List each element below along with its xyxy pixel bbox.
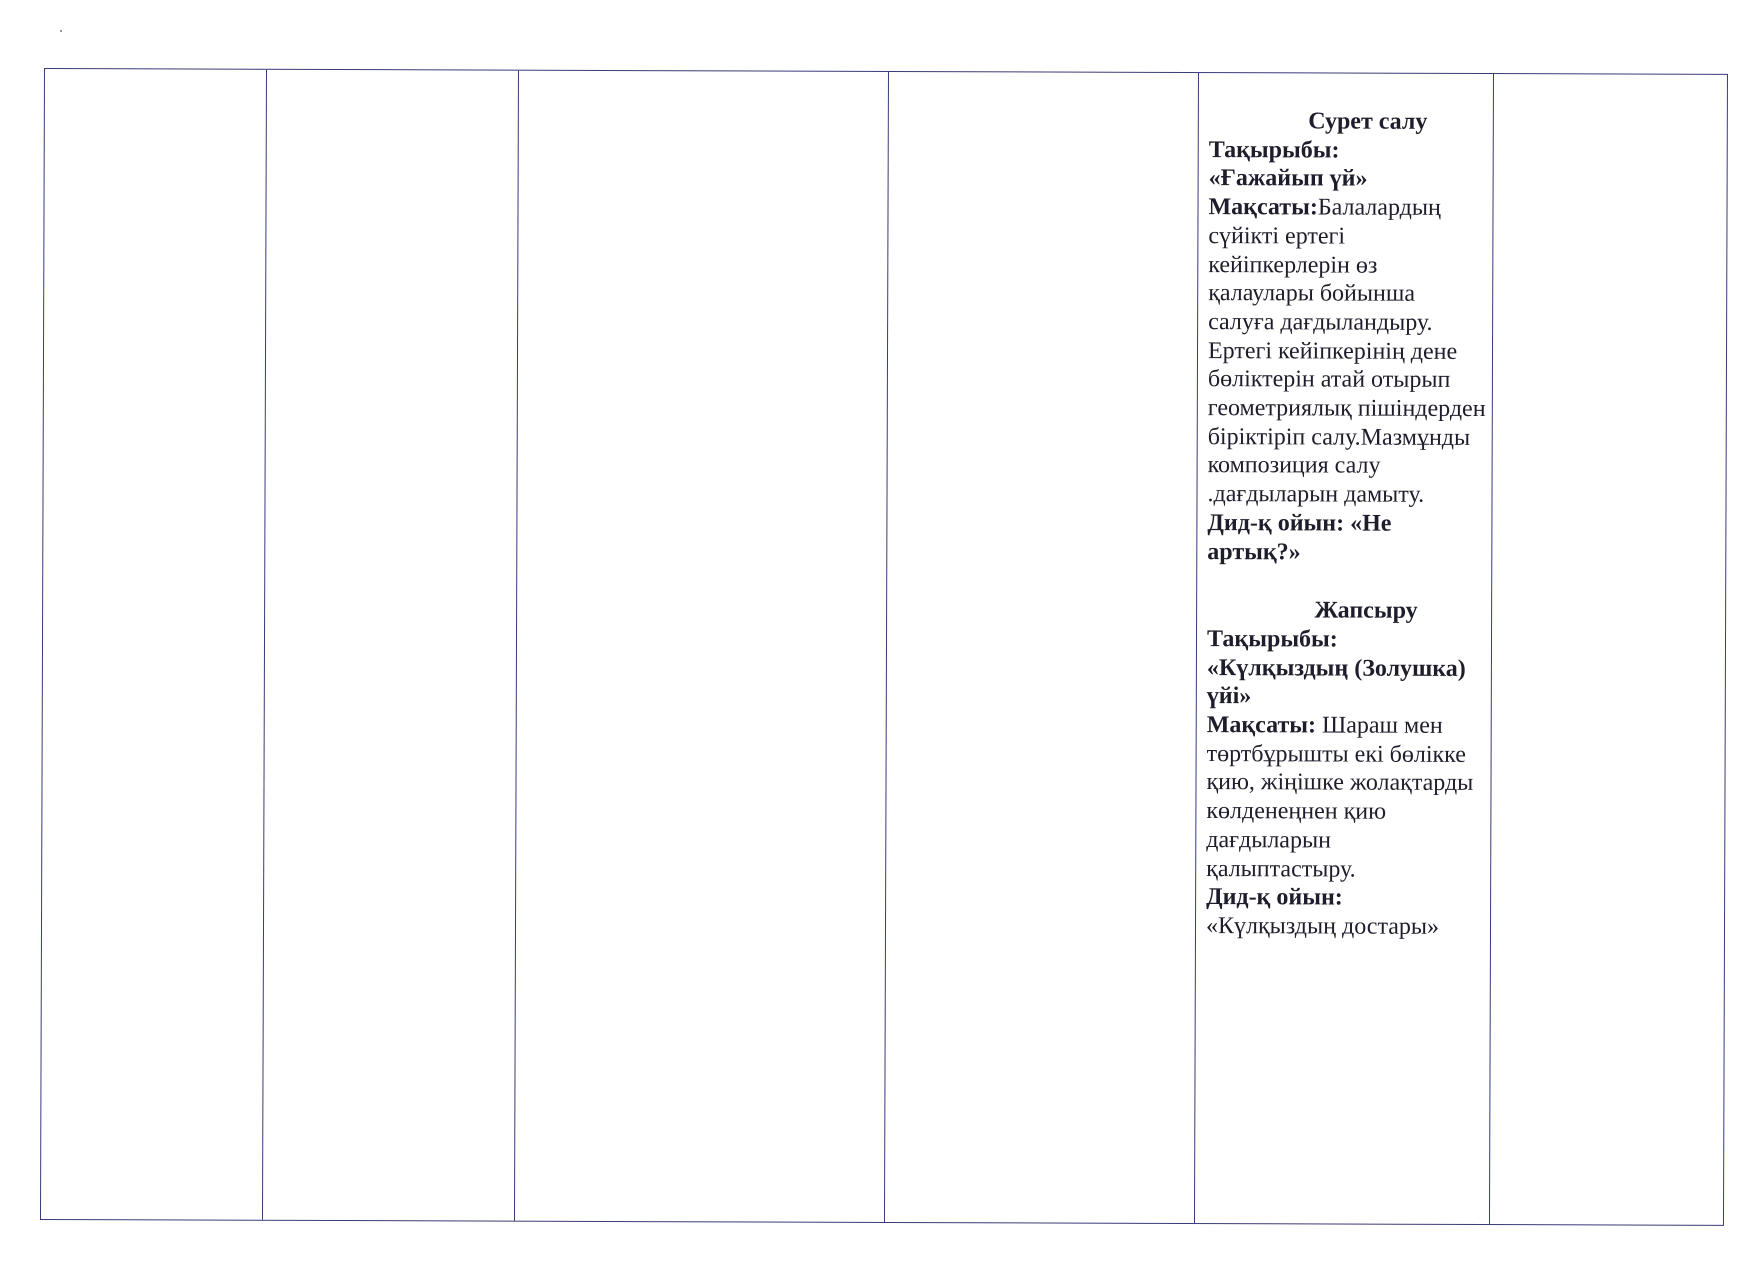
game-value: «Не артық?» (1207, 510, 1392, 565)
game-block-drawing (1207, 509, 1485, 567)
topic-value: «Күлқыздың (Золушка) үйі» (1206, 654, 1466, 710)
table-column-5 (1195, 73, 1494, 1224)
table-column-4 (885, 72, 1199, 1223)
topic-value: «Ғажайып үй» (1208, 165, 1368, 193)
goal-label: Мақсаты: (1208, 194, 1318, 221)
topic-block-drawing (1209, 136, 1487, 194)
topic-label: Тақырыбы: (1206, 626, 1338, 653)
section-spacer (1207, 566, 1485, 597)
game-value: «Күлқыздың достары» (1205, 913, 1440, 940)
goal-label: Мақсаты: (1206, 712, 1317, 739)
table-column-2 (263, 70, 519, 1221)
game-block-applique (1206, 883, 1484, 941)
activity-cell (1206, 107, 1487, 942)
plan-table (40, 68, 1728, 1226)
table-column-6 (1490, 74, 1727, 1225)
section-heading-drawing: Сурет салу (1308, 108, 1428, 135)
topic-block-applique (1207, 625, 1485, 712)
table-column-3 (515, 71, 889, 1222)
scan-speck (60, 30, 62, 32)
goal-text: Шараш мен төртбұрышты екі бөлікке қию, жіңішке жолақтарды көлденеңнен қию дағдыларын қалыптастыру. (1206, 712, 1474, 883)
goal-block-applique (1206, 711, 1485, 884)
goal-block-drawing (1207, 193, 1486, 510)
game-label: Дид-қ ойын: (1207, 509, 1345, 537)
game-label: Дид-қ ойын: (1206, 884, 1343, 911)
goal-text: Балалардың сүйікті ертегі кейіпкерлерін өз қалаулары бойынша салуға дағдыландыру. Ертегі кейіпкерінің дене бөліктерін атай отырып геометриялық пішіндерден біріктіріп салу.Мазмұнды композиция салу .дағдыларын дамыту. (1207, 194, 1486, 508)
table-column-1 (41, 69, 267, 1220)
topic-label: Тақырыбы: (1208, 136, 1340, 164)
section-heading-applique: Жапсыру (1314, 597, 1418, 625)
